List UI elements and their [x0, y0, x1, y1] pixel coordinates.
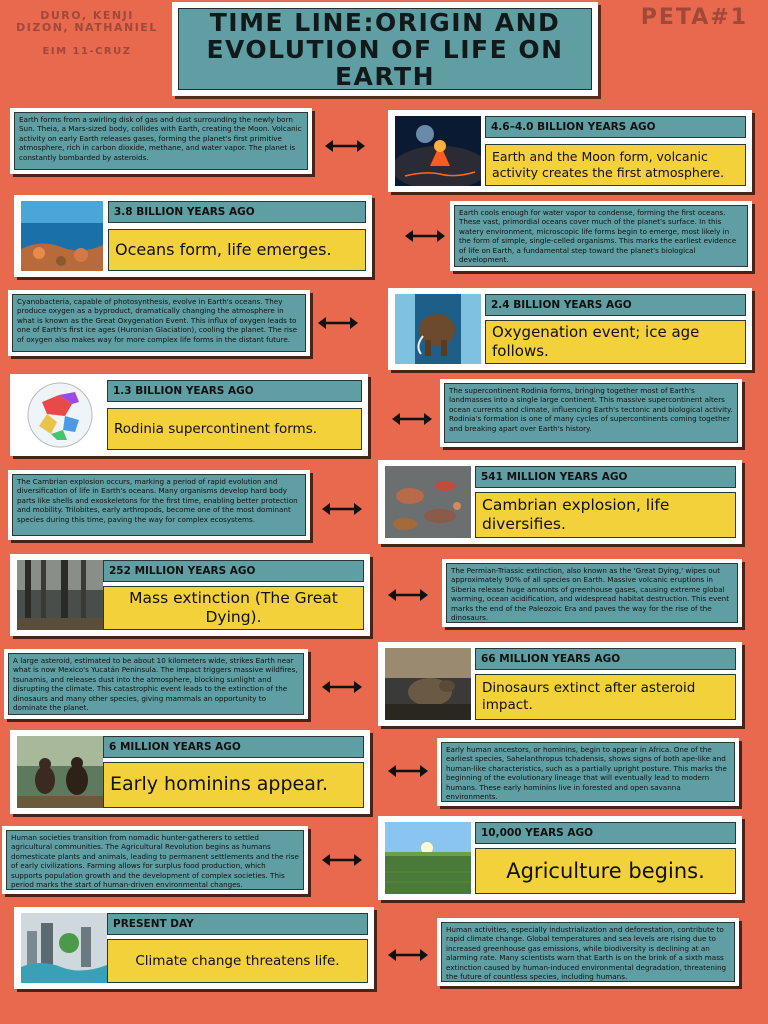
author-line-2: DIZON, NATHANIEL — [16, 21, 158, 34]
event-caption: Cambrian explosion, life diversifies. — [475, 492, 736, 538]
event-caption: Agriculture begins. — [475, 848, 736, 894]
event-card-7 — [378, 642, 742, 726]
double-arrow-icon — [322, 680, 362, 694]
double-arrow-icon — [405, 229, 445, 243]
farm-field-image — [385, 822, 471, 894]
description-box-9 — [2, 826, 308, 894]
description-text: Earth cools enough for water vapor to condense, forming the first oceans. These vast, primordial oceans cover much of the planet's surface. In this watery environment, microscopic life forms begin to emerge, most likely in the form of simple, single-celled organisms. This marks the earliest evidence of life on Earth, a fundamental step toward the planet's biological development. — [454, 205, 748, 267]
event-caption: Oceans form, life emerges. — [108, 229, 366, 271]
description-text: Cyanobacteria, capable of photosynthesis, evolve in Earth's oceans. They produce oxygen as a byproduct, dramatically changing the atmosphere in what is known as the Great Oxygenation Event. This influx of oxygen leads to one of Earth's first ice ages (Huronian Glaciation), cooling the planet. The rise of oxygen also makes way for more complex life forms in the distant future. — [12, 294, 306, 352]
peta-label: PETA#1 — [640, 5, 748, 30]
dinosaur-image — [385, 648, 471, 720]
description-box-4 — [440, 379, 742, 447]
description-box-8 — [437, 738, 739, 806]
description-box-10 — [437, 918, 739, 986]
author-line-1: DURO, KENJI — [40, 9, 134, 22]
event-caption: Dinosaurs extinct after asteroid impact. — [475, 674, 736, 720]
event-card-8 — [10, 730, 370, 814]
mammoth-ice-image — [395, 294, 481, 364]
event-caption: Climate change threatens life. — [107, 939, 368, 983]
event-date: 252 MILLION YEARS AGO — [103, 560, 364, 582]
event-caption: Oxygenation event; ice age follows. — [485, 320, 746, 364]
description-text: Early human ancestors, or hominins, begin to appear in Africa. One of the earliest species, Sahelanthropus tchadensis, shows signs of both ape-like and human-like characteristics, such as a partially upright posture. This marks the beginning of the evolutionary lineage that will eventually lead to modern humans. These early hominins live in forested and open savanna environments. — [441, 742, 735, 802]
event-date: 10,000 YEARS AGO — [475, 822, 736, 844]
ocean-reef-image — [21, 201, 103, 271]
dead-forest-image — [17, 560, 103, 630]
event-date: 4.6–4.0 BILLION YEARS AGO — [485, 116, 746, 138]
double-arrow-icon — [322, 502, 362, 516]
event-date: 6 MILLION YEARS AGO — [103, 736, 364, 758]
description-box-2 — [450, 201, 752, 271]
title-box — [172, 2, 598, 96]
event-card-5 — [378, 460, 742, 544]
cambrian-sea-image — [385, 466, 471, 538]
event-card-10 — [14, 907, 374, 989]
event-date: 3.8 BILLION YEARS AGO — [108, 201, 366, 223]
section-label: EIM 11-CRUZ — [42, 46, 132, 57]
page-title: TIME LINE:ORIGIN AND EVOLUTION OF LIFE ON EARTH — [178, 8, 592, 90]
event-date: 541 MILLION YEARS AGO — [475, 466, 736, 488]
description-box-5 — [8, 470, 310, 540]
double-arrow-icon — [388, 588, 428, 602]
event-card-2 — [14, 195, 372, 277]
description-text: The Permian-Triassic extinction, also known as the 'Great Dying,' wipes out approximately 90% of all species on Earth. Massive volcanic eruptions in Siberia release huge amounts of greenhouse gases, causing extreme global warming, ocean acidification, and widespread habitat destruction. This event marks the end of the Paleozoic Era and paves the way for the rise of the dinosaurs. — [446, 563, 738, 623]
event-caption: Rodinia supercontinent forms. — [107, 408, 362, 450]
description-box-3 — [8, 290, 310, 356]
event-caption: Earth and the Moon form, volcanic activity creates the first atmosphere. — [485, 144, 746, 186]
description-text: Earth forms from a swirling disk of gas and dust surrounding the newly born Sun. Theia, a Mars-sized body, collides with Earth, creating the Moon. Volcanic activity on early Earth releases gases, forming the planet's first primitive atmosphere, rich in carbon dioxide, methane, and water vapor. The planet is constantly bombarded by asteroids. — [14, 112, 308, 170]
description-text: The supercontinent Rodinia forms, bringing together most of Earth's landmasses into a single large continent. This massive supercontinent alters ocean currents and climate, influencing Earth's tectonic and biological activity. Rodinia's formation is one of many cycles of supercontinents coming together and breaking apart over Earth's history. — [444, 383, 738, 443]
double-arrow-icon — [318, 316, 358, 330]
description-text: Human societies transition from nomadic hunter-gatherers to settled agricultural communities. The Agricultural Revolution begins as humans domesticate plants and animals, leading to permanent settlements and the rise of early civilizations. Farming allows for surplus food production, which supports population growth and the development of complex societies. This period marks the start of human-driven environmental changes. — [6, 830, 304, 890]
event-date: 1.3 BILLION YEARS AGO — [107, 380, 362, 402]
hominins-image — [17, 736, 103, 808]
description-text: Human activities, especially industrialization and deforestation, contribute to rapid climate change. Global temperatures and sea levels are rising due to increased greenhouse gas emissions, while biodiversity is declining at an alarming rate. Many scientists warn that Earth is on the brink of a sixth mass extinction caused by human-induced environmental degradation, threatening the future of countless species, including humans. — [441, 922, 735, 982]
event-caption: Early hominins appear. — [103, 762, 364, 808]
rodinia-map-image — [17, 380, 103, 450]
event-card-1 — [388, 110, 752, 192]
event-card-4 — [10, 374, 368, 456]
description-text: A large asteroid, estimated to be about 10 kilometers wide, strikes Earth near what is now Mexico's Yucatán Peninsula. The impact triggers massive wildfires, tsunamis, and releases dust into the atmosphere, blocking sunlight and disrupting the climate. This catastrophic event leads to the extinction of the dinosaurs and many other species, giving mammals an opportunity to dominate the planet. — [8, 653, 304, 715]
double-arrow-icon — [322, 853, 362, 867]
event-card-6 — [10, 554, 370, 636]
description-box-6 — [442, 559, 742, 627]
volcanic-planet-image — [395, 116, 481, 186]
event-caption: Mass extinction (The Great Dying). — [103, 586, 364, 630]
description-box-7 — [4, 649, 308, 719]
double-arrow-icon — [325, 139, 365, 153]
description-text: The Cambrian explosion occurs, marking a period of rapid evolution and diversification of life in Earth's oceans. Many organisms develop hard body parts like shells and exoskeletons for the first time, enabling better protection and mobility. Trilobites, early arthropods, become one of the most dominant species during this time, paving the way for complex ecosystems. — [12, 474, 306, 536]
double-arrow-icon — [388, 948, 428, 962]
pollution-city-image — [21, 913, 107, 983]
event-date: PRESENT DAY — [107, 913, 368, 935]
event-card-9 — [378, 816, 742, 900]
authors-block — [6, 10, 168, 58]
double-arrow-icon — [392, 412, 432, 426]
event-date: 2.4 BILLION YEARS AGO — [485, 294, 746, 316]
event-card-3 — [388, 288, 752, 370]
description-box-1 — [10, 108, 312, 174]
double-arrow-icon — [388, 764, 428, 778]
event-date: 66 MILLION YEARS AGO — [475, 648, 736, 670]
